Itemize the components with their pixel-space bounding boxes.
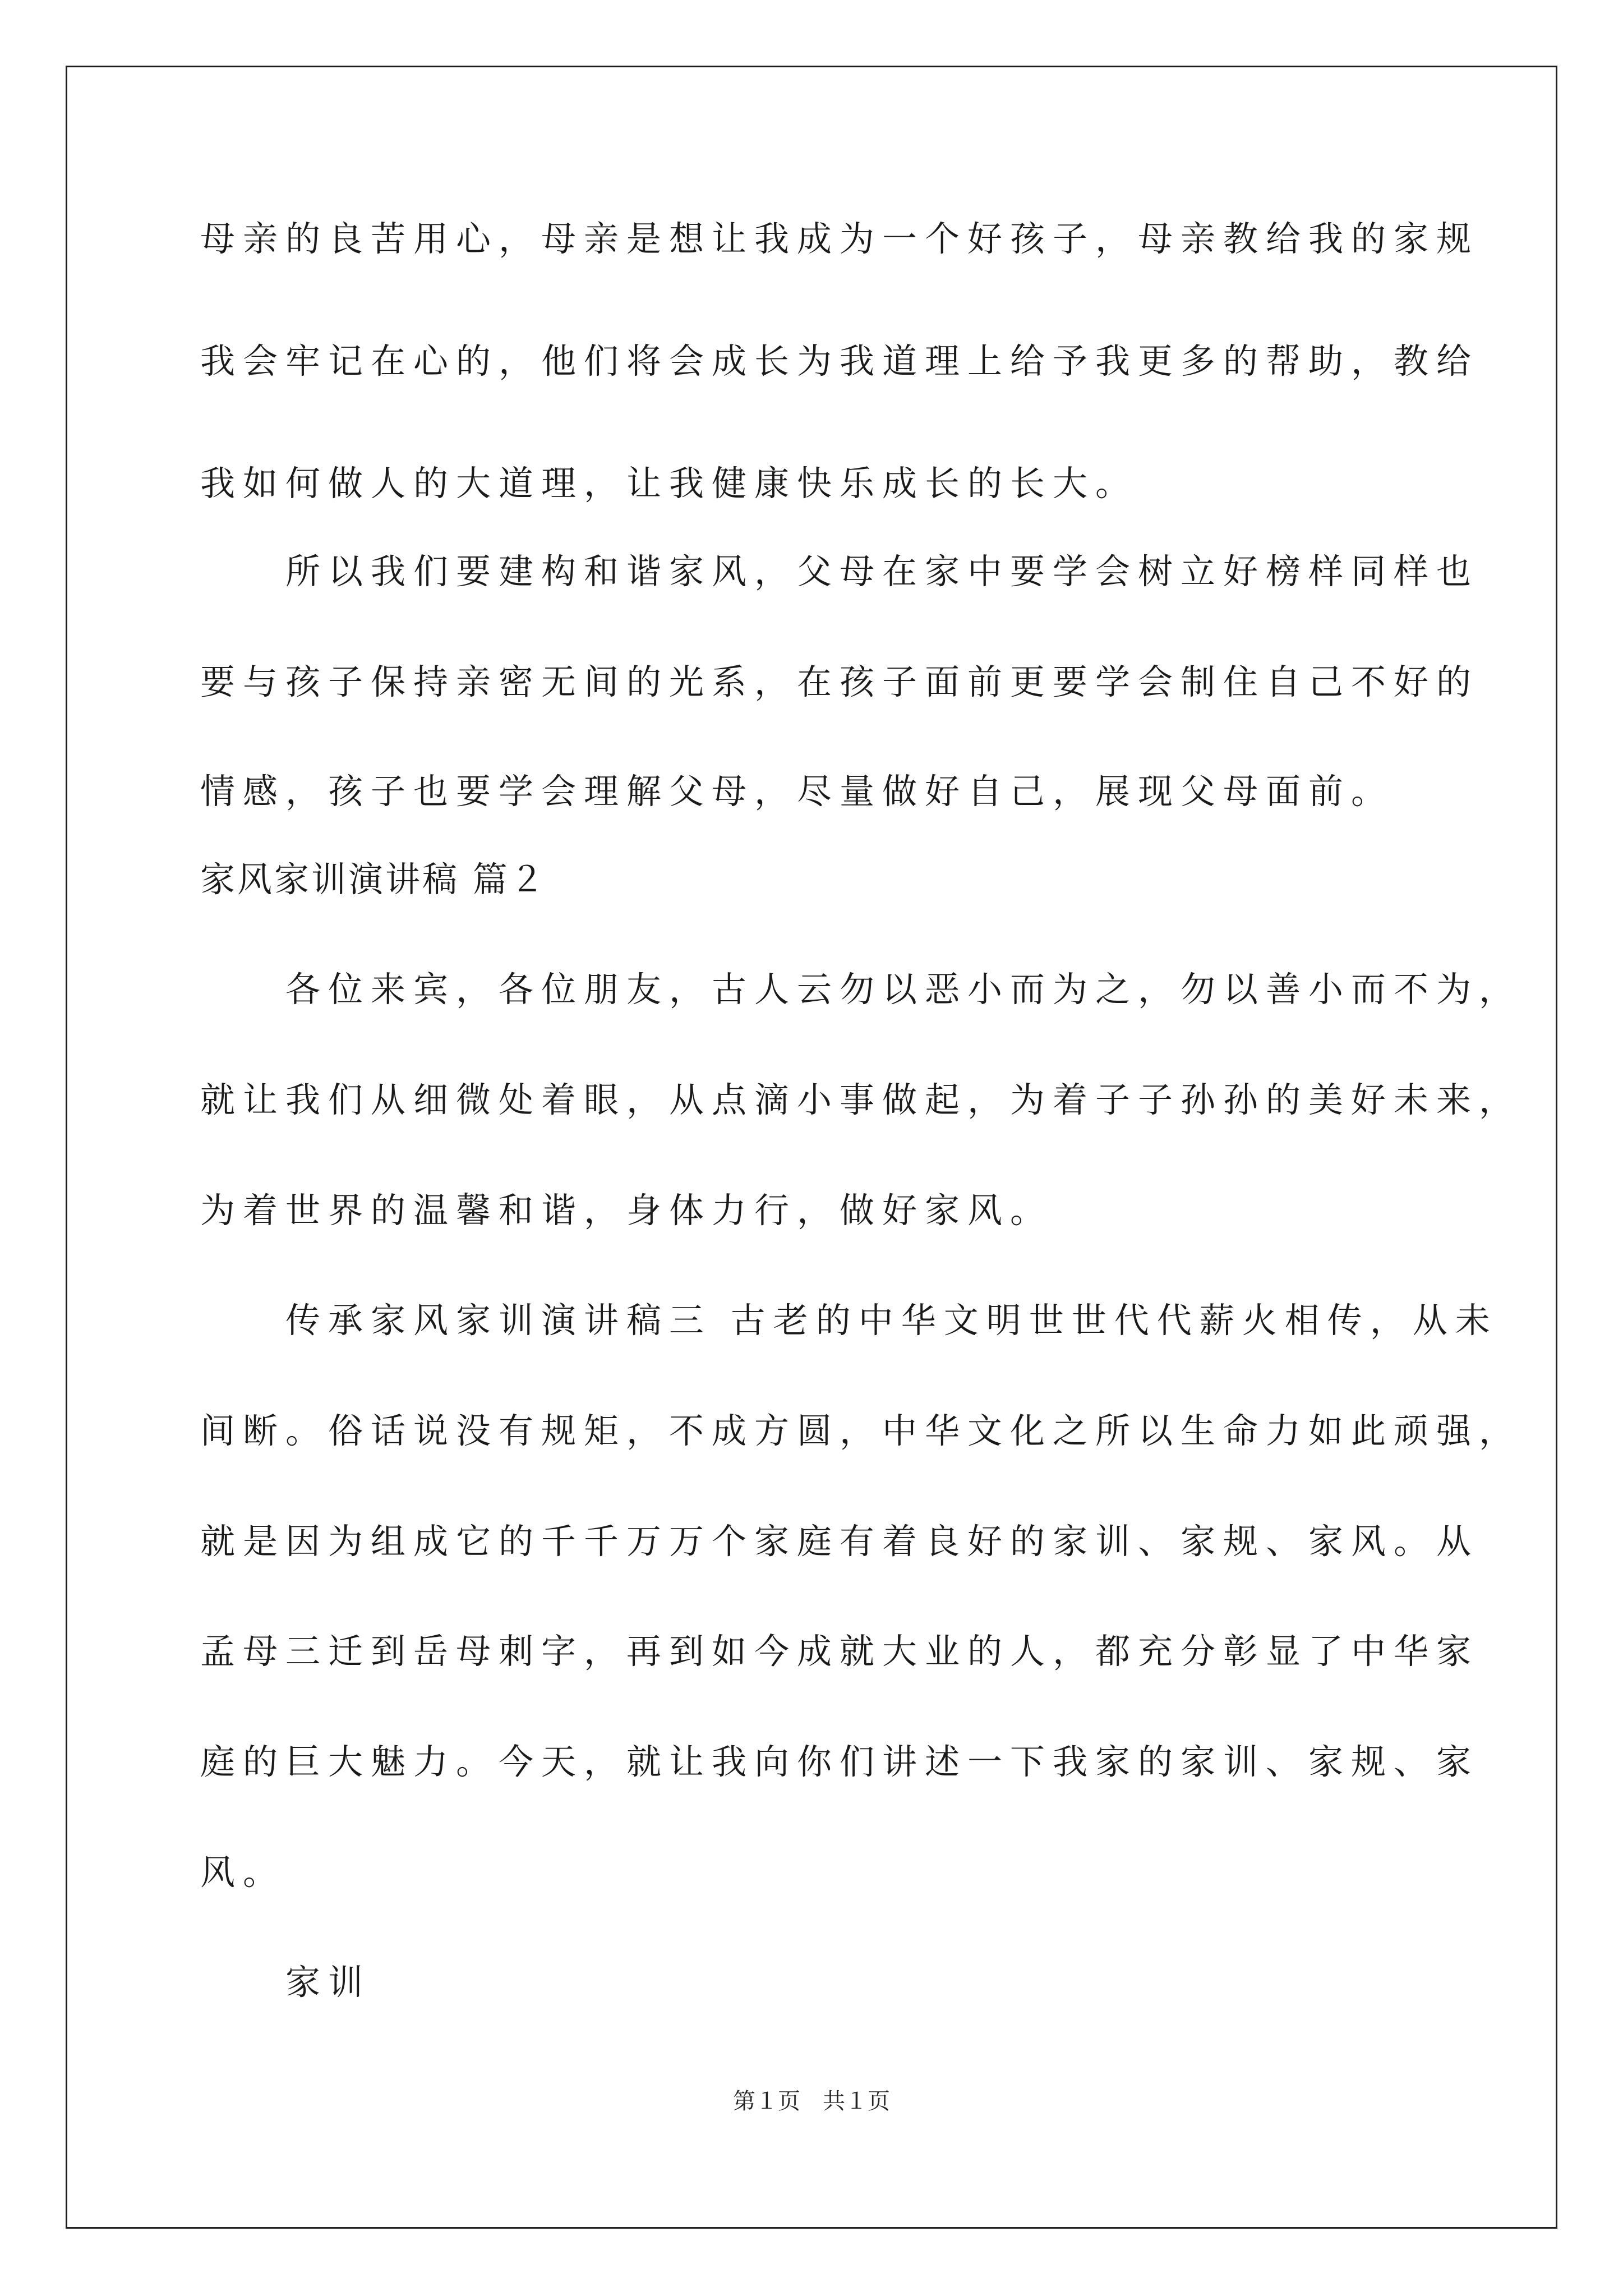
page-border bbox=[66, 66, 1557, 2229]
text-line: 为着世界的温馨和谐，身体力行，做好家风。 bbox=[200, 1190, 1053, 1231]
text-line: 间断。俗话说没有规矩，不成方圆，中华文化之所以生命力如此顽强， bbox=[200, 1410, 1522, 1451]
text-line: 我如何做人的大道理，让我健康快乐成长的长大。 bbox=[200, 463, 1138, 504]
text-line: 庭的巨大魅力。今天，就让我向你们讲述一下我家的家训、家规、家 bbox=[200, 1741, 1479, 1782]
text-line: 就是因为组成它的千千万万个家庭有着良好的家训、家规、家风。从 bbox=[200, 1521, 1479, 1562]
text-line: 情感，孩子也要学会理解父母，尽量做好自己，展现父母面前。 bbox=[200, 771, 1394, 812]
section-heading: 家风家训演讲稿 篇２ bbox=[200, 859, 547, 900]
text-line: 家训 bbox=[200, 1962, 371, 2003]
text-line: 风。 bbox=[200, 1852, 286, 1893]
text-line: 各位来宾，各位朋友，古人云勿以恶小而为之，勿以善小而不为， bbox=[200, 969, 1522, 1010]
text-line: 我会牢记在心的，他们将会成长为我道理上给予我更多的帮助，教给 bbox=[200, 341, 1479, 381]
text-line: 要与孩子保持亲密无间的光系，在孩子面前更要学会制住自己不好的 bbox=[200, 661, 1479, 702]
text-line: 母亲的良苦用心，母亲是想让我成为一个好孩子，母亲教给我的家规 bbox=[200, 218, 1479, 259]
text-line: 所以我们要建构和谐家风，父母在家中要学会树立好榜样同样也 bbox=[200, 551, 1479, 592]
text-line: 孟母三迁到岳母刺字，再到如今成就大业的人，都充分彰显了中华家 bbox=[200, 1631, 1479, 1672]
text-line: 传承家风家训演讲稿三 古老的中华文明世世代代薪火相传，从未 bbox=[200, 1300, 1498, 1341]
page-footer: 第１页 共１页 bbox=[733, 2088, 890, 2114]
text-line: 就让我们从细微处着眼，从点滴小事做起，为着子子孙孙的美好未来， bbox=[200, 1079, 1522, 1120]
